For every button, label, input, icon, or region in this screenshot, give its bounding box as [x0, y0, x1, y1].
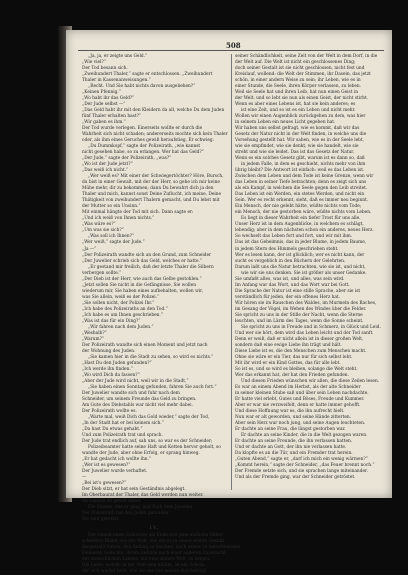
text-line: du bist in einer Gewalt, mit der der Herr, so gehe ich mir keine: [82, 180, 220, 186]
text-line: So ist es, und so wird es bleiben, solange die Welt steht.: [235, 366, 358, 372]
text-line: Der Juwelier wandte sich und fuhr nach dem: [82, 390, 180, 396]
text-line: Wer das erkannt hat, der hat den Frieden gefunden.: [235, 372, 349, 378]
text-line: kleineren Gedichte, ihrem Gefühle nach einer anderen Zuversicht: [82, 551, 226, 557]
text-line: Mühe mehr, dir zu bekommen; dann Du bewahrt dich ja den: [82, 186, 214, 192]
text-line: „Ja, ja, er zeigte uns Geld.“: [88, 54, 148, 59]
text-line: doch seiner Gestalt ist sie nicht geschlossen, nicht fest und: [235, 66, 365, 72]
text-line: Ein Mensch, der nie gelebt hätte, wüßte nichts vom Tode;: [235, 204, 362, 210]
text-line: „Wo wird Dich da fassen?“: [82, 372, 140, 378]
text-line: „Weshalb?“: [82, 330, 107, 336]
text-line: „Was ist das für ein Ding?“: [82, 318, 141, 324]
text-line: Der Tod besann sich.: [82, 66, 128, 72]
text-line: Das Leben ist ein Werden, ein stetes Werden, und nicht ein: [235, 192, 365, 198]
text-line: Thaler und mich, kannst sonst Deine Zuflucht, ich meine, Deine: [82, 192, 222, 198]
text-line: „Ich habe des Polizeiraths an den Tod.“: [82, 306, 168, 312]
text-line: Der Dieb sitzt, er hat sein Geständnis abgelegt.: [82, 487, 186, 493]
text-line: „Wie viel?“: [82, 60, 106, 66]
text-line: „Hast Du den Juden gefunden?“: [82, 360, 152, 366]
text-line: „Wer ist es gewesen?“: [82, 463, 131, 469]
text-line: „Recht. Und Sie habt nichts davon ausgeliehen?“: [88, 84, 196, 90]
text-line: Im Anfang war das Wort, und das Wort war bei Gott.: [235, 282, 350, 288]
text-line: Der Tod wurde verlegen. Einerseits wollte er durch die: [82, 126, 203, 132]
text-line: „Jetzt sollen Sie nicht in die Gefängnisse, Sie wollen: [82, 282, 196, 288]
text-line: Er dachte an seine Frau, die längst gestorben war.: [235, 426, 346, 432]
text-line: Wer es lesen kann, der ist glücklich; wer es nicht kann, der: [235, 252, 365, 258]
text-line: Wahrheit sich nicht schaden; andererseits mochte sich kein Thaler: [82, 132, 228, 138]
text-line: Er dachte an seine Kinder, die in die Welt gezogen waren.: [241, 432, 368, 438]
text-line: ist eine Zeit, und so ist es ein Leben und nicht mehr.: [241, 108, 356, 114]
text-line: ein Mensch, der nie gestorben wäre, wüßte nichts vom Leben.: [235, 210, 372, 216]
text-line: Da klopfte es an die Tür, und ein Fremder trat herein.: [235, 451, 353, 457]
text-line: Wollen wir einen Augenblick zurückgehen zu dem, was hier: [235, 114, 366, 120]
text-line: der sich wieder hebt, wie sie uns von neuem durchdringt.: [82, 569, 208, 575]
text-line: „Wer weiß es? Mit einer der Schwiegertöchter? Höre, Bursch,: [88, 174, 224, 180]
text-line: Aber er war nie verzweifelt, denn er hatte immer gehofft.: [235, 402, 361, 408]
text-line: Im Ganzen ist gewiß dabei.: [82, 499, 142, 505]
text-line: nicht gesehen habe, so zu erlangen. Wer hat das Geld?“: [82, 150, 204, 156]
text-line: Das ist das Geheimnis, das in jeder Blume, in jedem Baume,: [235, 240, 367, 246]
text-line: „Um was sie sich?“: [82, 228, 124, 234]
text-line: Mit ihr wird er ein Kind Gottes, das für alle lebt.: [235, 360, 341, 366]
text-line: sucht es vergeblich in den Büchern der Gelehrten.: [235, 258, 346, 264]
text-line: Der Polizeirath wandte sich einen Moment und jetzt nach: [82, 342, 208, 348]
text-line: der Wohnung des Juden.: [82, 348, 136, 354]
text-line: „Ich werde ihn finden.“: [82, 366, 133, 372]
text-line: „Wo ist der Jude jetzt?“: [82, 162, 133, 168]
text-line: schiefster Bilder aus der Welt, wie wir es in seiner ersten Gestalt: [82, 539, 225, 545]
text-line: der Welt auf. Die Welt ist nicht ein geschlossenes Ding;: [235, 60, 356, 66]
text-line: Im Oberbaurat der Thaler, das Geld werden nun weiter.: [82, 493, 204, 499]
text-line: „Da hast Du etwas gehabt.“: [82, 426, 143, 432]
text-line: „Wir fahren nach dem Juden.“: [88, 324, 154, 330]
text-line: im Gesang der Vögel, im Wehen des Windes über die Felder.: [235, 306, 367, 312]
text-line: Wenn es aber eines Lebens ist, hat sie kein anderes; es: [235, 102, 356, 108]
text-line: Schneider, um seinem Freunde das Geld zu bringen.: [82, 396, 197, 402]
text-line: Der Polizeirath wollte es.: [82, 408, 137, 414]
text-line: „Was soll ich Ihnen?“: [88, 234, 135, 240]
text-line: Und diesen Frieden wünschen wir allen, die diese Zeilen lesen.: [241, 378, 380, 384]
text-line: Sie sind gerettet.: [82, 517, 120, 523]
text-line: „Zweihundert Thaler,“ sagte er entschlossen. „Zweihundert: [82, 72, 213, 78]
text-line: „Er gestand mir freilich, daß der letzte Thaler die Silbern: [88, 264, 214, 270]
text-line: Am Gute des Diebstahls war nicht viel mehr dabei.: [82, 402, 193, 408]
text-line: Die Liebe, welche in der Welt sein müßte, ist ein Schein,: [82, 563, 206, 569]
text-line: „Der Jude,“ sagte der Polizeirath, „was?“: [82, 156, 172, 162]
text-line: „Wo habt ihr das Geld?“: [82, 96, 135, 102]
text-line: in jedem Falle, in dem es geschieht, nichts mehr von ihm: [241, 162, 366, 168]
text-line: Darum laßt uns die Natur betrachten, wie sie ist, und nicht,: [235, 264, 366, 270]
text-line: „Das weiß ich nicht.“: [82, 168, 129, 174]
page-number: 508: [226, 41, 241, 50]
text-line: seiner Schändlichkeit, seine Zeit von der Welt in dem Dorf, in die: [235, 54, 378, 59]
text-line: Der Jude trat endlich auf, sah uns, so war es der Schneider;: [82, 439, 213, 444]
text-line: wiederum mir, Sie haben eines aufbehalten, wollen wir,: [82, 288, 204, 294]
text-line: in seiner kleinen Stube saß und über sein Leben nachdachte.: [235, 390, 369, 396]
text-line: in jedem Stern des Himmels geschrieben steht.: [235, 246, 339, 252]
text-line: Sie spricht zu uns in Freude und in Schmerz, in Glück und Leid.: [241, 324, 381, 330]
text-line: in seinem Leben ein neues Licht gegeben hat.: [235, 120, 336, 126]
text-line: als ein Kampf, in welchem die Seele gegen den Leib streitet.: [235, 186, 368, 192]
text-line: So wechselt das Leben fort und fort, und wir mit ihm.: [235, 234, 353, 240]
text-line: Der Fremde setzte sich, und sie sprachen lange miteinander.: [235, 469, 368, 475]
text-line: Wenn es ein solches Gesetz gibt, warum ist es dann so, daß: [235, 156, 365, 162]
text-line: Und wer sie hört, dem wird das Leben leicht und der Tod sanft.: [235, 330, 374, 336]
text-line: Und zum Polizeirath trat und sprach.: [82, 432, 163, 438]
text-line: Und diese Hoffnung war es, die ihn aufrecht hielt.: [235, 408, 345, 414]
text-line: Und er dachte an Gott, der ihn nie verlassen hatte.: [235, 445, 347, 451]
text-line: Die Stunde, ehe er ging, und Rath dem Juwelier: [88, 505, 193, 511]
text-line: Ohne sie wäre er ein Tier, das nur für sich selbst lebt.: [235, 354, 353, 360]
text-line: „Kommt herein,“ sagte der Schneider, „das Feuer brennt noch.“: [235, 463, 375, 469]
text-line: Mit einmal hängte der Tod mit sich. Dann sagte er:: [82, 210, 194, 216]
text-line: Aber sein Herz war noch jung, und seine Augen leuchteten.: [235, 420, 366, 426]
text-line: Die Sprache der Natur ist eine stille Sprache, aber sie ist: [235, 288, 361, 294]
text-line: „Er hat gedacht ich wollte ihn.“: [82, 457, 152, 463]
text-line: Gesetz der Natur nicht in der Welt finden, in welche uns die: [235, 132, 367, 138]
text-line: Sie umfaßt alles, was ist, und alles, was sein wird.: [235, 276, 345, 282]
text-line: Wir haben uns selbst gefragt, wie es kommt, daß wir das: [235, 126, 360, 132]
text-line: „Keinen Pfennig.“: [82, 90, 121, 96]
right-text-column: [235, 54, 380, 490]
text-line: wie wir sie uns denken. Sie ist größer als unser Gedanke.: [241, 270, 367, 276]
text-line: Denn er weiß, daß er nicht allein ist in dieser großen Welt,: [235, 336, 364, 342]
text-line: —: [82, 475, 87, 481]
text-line: „Ja —“: [82, 246, 97, 252]
text-line: oder, als ihm eines Geruches gewiß heraufstieg, Er schwieg.: [82, 138, 215, 144]
text-line: einer Stunde, die Seele, ihren Körper verlassen, zu leben.: [235, 84, 362, 90]
text-line: „Bei ist's gewesen?“: [82, 481, 127, 487]
text-line: Zwischen dem Leben und dem Tode ist keine Grenze, wenn wir: [235, 174, 374, 180]
text-line: „Ich habe es um Ihnen geschrieben.“: [82, 312, 163, 318]
text-line: Der Juwelier wurde verhaftet.: [82, 469, 148, 475]
text-line: Unser Herz ist in dem Augenblicke, in welchem es schlägt,: [235, 222, 364, 228]
text-line: leuchten, und im Lärm des Tages, wenn die Sonne scheint.: [235, 318, 364, 324]
text-line: der Welt, und so lebt sie nun als einen Geist, der nicht stirbt.: [235, 96, 369, 102]
text-line: Der Polizeirath hat den Juden gefunden.: [82, 511, 170, 517]
text-line: Thätigkeit von zweihundert Thalern gemacht, und Du lebst mit: [82, 198, 220, 204]
text-line: „Wir gaben es ihm.“: [82, 120, 126, 126]
text-line: Er dachte an seine Freunde, die ihn verlassen hatten.: [235, 439, 353, 444]
text-line: strebt und wie sie leidet. Das ist das Gesetz der Natur.: [235, 150, 355, 156]
text-line: wie sie empfindet, wie sie denkt, wie sie handelt, wie sie: [235, 144, 359, 150]
header-rule: [78, 50, 384, 51]
text-line: Thaler in Kassenanweisungen.“: [82, 78, 151, 84]
text-line: schön, in einer andern Weise zu sein; ihr Leben, wie es in: [235, 78, 361, 84]
text-line: übrig bleibt? Die Antwort ist einfach: weil es das Leben ist.: [235, 168, 365, 174]
text-line: des menschlichen Lebens, auf eine andere Welt, zu zeigen.: [82, 557, 211, 563]
text-line: Kreislauf, wollend: die Welt der Stimmen, ihr Dasein, das jetzt: [235, 72, 371, 78]
text-line: „Warum?“: [82, 336, 105, 342]
text-line: Der Genuß eines Schlusses am Ende erst jene einfache Mittel: [88, 533, 223, 539]
text-line: dargestellt haben; den Anfang zu machen, nach seiner zu berechnenden: [82, 545, 241, 551]
text-line: „Aber der Jude wird nicht, weil wir in die Stadt,“: [82, 378, 189, 384]
text-line: „Und ich weiß von Ihnen nichts.“: [82, 216, 155, 222]
text-line: der Mutter so ein Unsinn.“: [82, 204, 141, 210]
text-line: „Der Juwelier schrieb sich das Geld, welches er hatte.“: [82, 258, 203, 264]
text-line: wandte der Jude, aber ohne Erfolg, er sprang hinweg.: [82, 451, 200, 457]
text-line: Sein. Wer es recht erkennt, sieht, daß es immer neu beginnt.: [235, 198, 369, 204]
text-line: Wir hören sie im Rauschen des Waldes, im Murmeln des Baches,: [235, 300, 377, 306]
text-line: „Sie kamen hier in die Stadt zu sehen, so wird es nichts.“: [88, 354, 214, 360]
text-line: Sie spricht zu uns in der Stille der Nacht, wenn die Sterne: [235, 312, 363, 318]
text-line: „Du Dummkopf,“ sagte der Polizeirath, „wie kannst: [88, 144, 201, 150]
text-line: „Der Polizeirath wandte sich an den Grund, zum Schneider: [82, 252, 212, 258]
text-line: „Sie sollen nicht, der Polizei Ihr.“: [82, 300, 155, 306]
text-line: „Guten Abend,“ sagte er, „darf ich mich ein wenig wärmen?“: [235, 457, 368, 463]
text-line: „Was wäre es?“: [82, 222, 116, 228]
section-heading: IV.: [149, 525, 160, 532]
text-line: „Sie haben einen Sonntag gefunden, fahren Sie auch fort.“: [88, 384, 217, 390]
text-line: „Das Geld habt ihr mit den Kleidern da all, welche Du dem Juden: [82, 108, 225, 114]
text-line: Vorsehung gestellt hat. Wir sahen, wie es in der Seele lebt,: [235, 138, 364, 144]
text-line: Es war an einem Abend im Herbst, als der alte Schneider: [235, 384, 361, 390]
text-line: „In der Stadt hat er bei keinem sich.“: [82, 420, 164, 426]
text-line: „Der Dieb ist der Herr, wie auch das Gelbe gestohlen.“: [82, 276, 202, 282]
text-line: Er hatte viel erlebt, Gutes und Böses, Freude und Kummer.: [235, 396, 365, 402]
text-line: Und als der Fremde ging, war der Schneider getröstet.: [235, 475, 356, 481]
text-line: verbergen sollte.“: [82, 270, 122, 276]
text-line: was Sie allein, weiß es der Polizei.“: [82, 294, 160, 300]
text-line: Diese Liebe ist es, die den Menschen zum Menschen macht.: [235, 348, 367, 354]
left-text-column: [82, 54, 241, 575]
text-line: „Wer weiß,“ sagte der Jude.“: [82, 240, 145, 246]
text-line: Nun war er alt geworden, und seine Hände zitterten.: [235, 414, 351, 420]
column-divider: [231, 54, 232, 490]
text-line: das Leben in seiner Tiefe betrachten; denn es zeigt sich uns: [235, 180, 367, 186]
text-line: verständlich für jeden, der ein offenes Herz hat.: [235, 294, 340, 300]
text-line: „Der Jude selbst —“: [82, 102, 126, 108]
text-line: Es liegt in dieser Wahrheit ein tiefer Trost für uns alle.: [241, 216, 361, 222]
text-line: Polizeibeamter hatte seine Haft und Ketten hervor geholt, so: [88, 445, 221, 451]
text-line: fünf Thaler erhalten hast?“: [82, 114, 142, 120]
text-line: sondern daß eine ewige Liebe ihn trägt und hält.: [235, 342, 342, 348]
text-line: Weil sie Seele hat und ihren Leib, hat nun einen Geist in: [235, 90, 358, 96]
text-line: lebendig; aber in dem nächsten schon ein anderes, neues Herz.: [235, 228, 374, 234]
text-line: „Warte mal, weiß Dich das Gold wieder,“ sagte der Tod,: [88, 414, 210, 420]
